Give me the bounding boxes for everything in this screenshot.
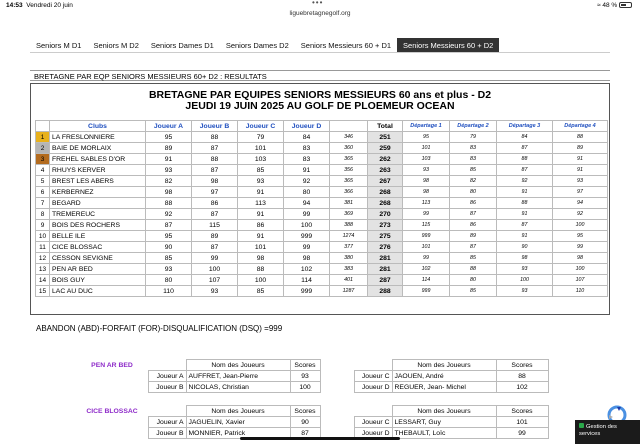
departage-1-cell: 103 bbox=[403, 154, 450, 165]
battery-percent: 48 % bbox=[602, 2, 618, 9]
score-c-cell: 86 bbox=[238, 220, 284, 231]
spacer bbox=[148, 360, 186, 371]
total-cell: 281 bbox=[368, 264, 403, 275]
club-name-cell: BOIS DES ROCHERS bbox=[50, 220, 146, 231]
departage-1-cell: 98 bbox=[403, 176, 450, 187]
score-a-cell: 92 bbox=[146, 209, 192, 220]
departage-2-cell: 85 bbox=[450, 165, 497, 176]
table-row bbox=[36, 242, 608, 253]
score-d-cell: 102 bbox=[284, 264, 330, 275]
departage-1-cell: 113 bbox=[403, 198, 450, 209]
departage-3-cell: 88 bbox=[497, 198, 553, 209]
departage-4-cell: 95 bbox=[553, 231, 608, 242]
table-row bbox=[36, 275, 608, 286]
club-name-cell: BOIS GUY bbox=[50, 275, 146, 286]
departage-2-cell: 87 bbox=[450, 242, 497, 253]
wifi-icon: ≈ bbox=[596, 2, 601, 9]
score-c-cell: 91 bbox=[238, 231, 284, 242]
division-tabs bbox=[30, 38, 499, 52]
departage-4-cell: 91 bbox=[553, 154, 608, 165]
col-sum bbox=[330, 121, 368, 132]
club-name-cell: KERBERNEZ bbox=[50, 187, 146, 198]
results-table bbox=[35, 120, 608, 297]
score-b-cell: 88 bbox=[192, 132, 238, 143]
sum-cell: 366 bbox=[330, 187, 368, 198]
sum-cell: 401 bbox=[330, 275, 368, 286]
score-c-cell: 85 bbox=[238, 286, 284, 297]
player-score: 100 bbox=[290, 382, 320, 393]
rank-cell: 9 bbox=[36, 220, 50, 231]
col-departage-2: Départage 2 bbox=[450, 121, 497, 132]
departage-4-cell: 99 bbox=[553, 242, 608, 253]
score-a-cell: 93 bbox=[146, 264, 192, 275]
player-name: LESSART, Guy bbox=[392, 417, 496, 428]
departage-4-cell: 88 bbox=[553, 132, 608, 143]
player-label: Joueur C bbox=[354, 417, 392, 428]
departage-2-cell: 87 bbox=[450, 209, 497, 220]
club-name-cell: BEGARD bbox=[50, 198, 146, 209]
departage-3-cell: 87 bbox=[497, 143, 553, 154]
departage-1-cell: 101 bbox=[403, 143, 450, 154]
match-club-name: CICE BLOSSAC bbox=[86, 407, 138, 415]
departage-3-cell: 88 bbox=[497, 154, 553, 165]
departage-1-cell: 115 bbox=[403, 220, 450, 231]
score-c-cell: 103 bbox=[238, 154, 284, 165]
player-label: Joueur A bbox=[148, 371, 186, 382]
sum-cell: 356 bbox=[330, 165, 368, 176]
player-score: 101 bbox=[496, 417, 548, 428]
score-c-cell: 88 bbox=[238, 264, 284, 275]
col-joueur-c: Joueur C bbox=[238, 121, 284, 132]
score-a-cell: 90 bbox=[146, 242, 192, 253]
club-name-cell: CICE BLOSSAC bbox=[50, 242, 146, 253]
score-d-cell: 92 bbox=[284, 176, 330, 187]
departage-2-cell: 85 bbox=[450, 253, 497, 264]
total-cell: 268 bbox=[368, 187, 403, 198]
score-b-cell: 99 bbox=[192, 253, 238, 264]
departage-1-cell: 99 bbox=[403, 209, 450, 220]
departage-2-cell: 83 bbox=[450, 143, 497, 154]
departage-2-cell: 88 bbox=[450, 264, 497, 275]
score-d-cell: 83 bbox=[284, 154, 330, 165]
club-name-cell: CESSON SEVIGNE bbox=[50, 253, 146, 264]
score-b-cell: 86 bbox=[192, 198, 238, 209]
club-name-cell: BELLE ILE bbox=[50, 231, 146, 242]
score-b-cell: 115 bbox=[192, 220, 238, 231]
penalty-legend: ABANDON (ABD)-FORFAIT (FOR)-DISQUALIFICATION (DSQ) =999 bbox=[36, 324, 283, 333]
tab-0[interactable]: Seniors M D1 bbox=[36, 41, 82, 50]
departage-2-cell: 83 bbox=[450, 154, 497, 165]
score-d-cell: 91 bbox=[284, 165, 330, 176]
rank-cell: 6 bbox=[36, 187, 50, 198]
rank-cell: 4 bbox=[36, 165, 50, 176]
total-cell: 263 bbox=[368, 165, 403, 176]
results-sheet bbox=[30, 83, 610, 315]
score-c-cell: 101 bbox=[238, 143, 284, 154]
tab-divider bbox=[30, 52, 610, 53]
score-b-cell: 87 bbox=[192, 143, 238, 154]
score-d-cell: 99 bbox=[284, 242, 330, 253]
player-score: 102 bbox=[496, 382, 548, 393]
gestion-services-badge[interactable]: Gestion des services bbox=[575, 420, 640, 444]
score-a-cell: 110 bbox=[146, 286, 192, 297]
departage-2-cell: 79 bbox=[450, 132, 497, 143]
col-pos bbox=[36, 121, 50, 132]
departage-1-cell: 93 bbox=[403, 165, 450, 176]
score-b-cell: 107 bbox=[192, 275, 238, 286]
departage-4-cell: 98 bbox=[553, 253, 608, 264]
player-name: JAOUEN, André bbox=[392, 371, 496, 382]
club-name-cell: LA FRESLONNIERE bbox=[50, 132, 146, 143]
sheet-subtitle: JEUDI 19 JUIN 2025 AU GOLF DE PLOEMEUR OCEAN bbox=[185, 100, 455, 112]
table-row bbox=[36, 209, 608, 220]
departage-1-cell: 99 bbox=[403, 253, 450, 264]
sum-cell: 1287 bbox=[330, 286, 368, 297]
score-d-cell: 999 bbox=[284, 286, 330, 297]
sum-cell: 365 bbox=[330, 176, 368, 187]
departage-4-cell: 94 bbox=[553, 198, 608, 209]
departage-2-cell: 86 bbox=[450, 220, 497, 231]
section-title: BRETAGNE PAR EQP SENIORS MESSIEURS 60+ D2 : RESULTATS bbox=[30, 70, 610, 81]
sum-cell: 380 bbox=[330, 253, 368, 264]
spacer bbox=[76, 417, 148, 428]
club-name-cell: RHUYS KERVER bbox=[50, 165, 146, 176]
total-cell: 273 bbox=[368, 220, 403, 231]
tab-2[interactable]: Seniors Dames D1 bbox=[150, 41, 214, 50]
home-indicator[interactable] bbox=[240, 437, 400, 440]
sum-cell: 383 bbox=[330, 264, 368, 275]
tab-1[interactable]: Seniors M D2 bbox=[93, 41, 139, 50]
player-label: Joueur D bbox=[354, 382, 392, 393]
total-cell: 276 bbox=[368, 242, 403, 253]
score-b-cell: 88 bbox=[192, 154, 238, 165]
match-club-name: PEN AR BED bbox=[91, 361, 133, 369]
player-score: 99 bbox=[496, 428, 548, 439]
table-row bbox=[76, 417, 548, 428]
table-row bbox=[36, 176, 608, 187]
rank-cell: 13 bbox=[36, 264, 50, 275]
col-player-names: Nom des Joueurs bbox=[392, 360, 496, 371]
club-name-cell: FREHEL SABLES D'OR bbox=[50, 154, 146, 165]
score-a-cell: 88 bbox=[146, 198, 192, 209]
match-header-row bbox=[76, 360, 548, 371]
total-cell: 268 bbox=[368, 198, 403, 209]
sheet-title: BRETAGNE PAR EQUIPES SENIORS MESSIEURS 60 ans et plus - D2 bbox=[148, 89, 492, 101]
departage-3-cell: 91 bbox=[497, 187, 553, 198]
departage-2-cell: 80 bbox=[450, 275, 497, 286]
departage-1-cell: 101 bbox=[403, 242, 450, 253]
table-row bbox=[76, 371, 548, 382]
score-c-cell: 100 bbox=[238, 275, 284, 286]
departage-4-cell: 92 bbox=[553, 209, 608, 220]
col-departage-4: Départage 4 bbox=[553, 121, 608, 132]
table-row bbox=[76, 382, 548, 393]
score-a-cell: 85 bbox=[146, 253, 192, 264]
spacer bbox=[354, 360, 392, 371]
departage-1-cell: 114 bbox=[403, 275, 450, 286]
table-row bbox=[36, 143, 608, 154]
departage-3-cell: 90 bbox=[497, 242, 553, 253]
status-time-date: 14:53 Vendredi 20 juin bbox=[6, 2, 73, 9]
departage-4-cell: 93 bbox=[553, 176, 608, 187]
spacer bbox=[354, 406, 392, 417]
col-scores: Scores bbox=[290, 360, 320, 371]
sum-cell: 388 bbox=[330, 220, 368, 231]
table-row bbox=[36, 231, 608, 242]
player-label: Joueur A bbox=[148, 417, 186, 428]
player-name: THEBAULT, Loïc bbox=[392, 428, 496, 439]
player-score: 88 bbox=[496, 371, 548, 382]
player-name: AUFFRET, Jean-Pierre bbox=[186, 371, 290, 382]
spacer bbox=[320, 417, 354, 428]
departage-4-cell: 110 bbox=[553, 286, 608, 297]
col-joueur-a: Joueur A bbox=[146, 121, 192, 132]
col-total: Total bbox=[368, 121, 403, 132]
departage-1-cell: 102 bbox=[403, 264, 450, 275]
status-bar bbox=[0, 0, 640, 10]
sum-cell: 377 bbox=[330, 242, 368, 253]
sum-cell: 1274 bbox=[330, 231, 368, 242]
player-name: REGUER, Jean- Michel bbox=[392, 382, 496, 393]
rank-cell: 11 bbox=[36, 242, 50, 253]
departage-3-cell: 98 bbox=[497, 253, 553, 264]
battery-icon bbox=[619, 2, 632, 8]
col-player-names: Nom des Joueurs bbox=[392, 406, 496, 417]
player-score: 93 bbox=[290, 371, 320, 382]
player-name: JAGUELIN, Xavier bbox=[186, 417, 290, 428]
score-c-cell: 93 bbox=[238, 176, 284, 187]
col-player-names: Nom des Joueurs bbox=[186, 360, 290, 371]
departage-4-cell: 100 bbox=[553, 220, 608, 231]
player-label: Joueur B bbox=[148, 428, 186, 439]
score-b-cell: 87 bbox=[192, 209, 238, 220]
sum-cell: 360 bbox=[330, 143, 368, 154]
spacer bbox=[76, 428, 148, 439]
score-d-cell: 999 bbox=[284, 231, 330, 242]
score-b-cell: 87 bbox=[192, 242, 238, 253]
url-bar[interactable]: liguebretagnegolf.org bbox=[289, 10, 351, 17]
departage-2-cell: 85 bbox=[450, 286, 497, 297]
score-b-cell: 87 bbox=[192, 165, 238, 176]
departage-3-cell: 91 bbox=[497, 231, 553, 242]
total-cell: 270 bbox=[368, 209, 403, 220]
score-d-cell: 80 bbox=[284, 187, 330, 198]
match-table-pen-ar-bed bbox=[76, 359, 549, 393]
tab-5[interactable]: Seniors Messieurs 60 + D2 bbox=[397, 38, 499, 52]
score-b-cell: 100 bbox=[192, 264, 238, 275]
spacer bbox=[76, 382, 148, 393]
player-name: MONNIER, Patrick bbox=[186, 428, 290, 439]
score-a-cell: 95 bbox=[146, 132, 192, 143]
departage-1-cell: 98 bbox=[403, 187, 450, 198]
status-right bbox=[597, 2, 632, 9]
score-b-cell: 98 bbox=[192, 176, 238, 187]
score-c-cell: 101 bbox=[238, 242, 284, 253]
total-cell: 262 bbox=[368, 154, 403, 165]
col-scores: Scores bbox=[290, 406, 320, 417]
score-c-cell: 79 bbox=[238, 132, 284, 143]
rank-cell: 8 bbox=[36, 209, 50, 220]
departage-4-cell: 91 bbox=[553, 165, 608, 176]
table-row bbox=[36, 264, 608, 275]
table-row bbox=[36, 286, 608, 297]
sum-cell: 381 bbox=[330, 198, 368, 209]
score-d-cell: 99 bbox=[284, 209, 330, 220]
rank-cell: 2 bbox=[36, 143, 50, 154]
sum-cell: 369 bbox=[330, 209, 368, 220]
departage-1-cell: 95 bbox=[403, 132, 450, 143]
rank-cell: 15 bbox=[36, 286, 50, 297]
col-joueur-b: Joueur B bbox=[192, 121, 238, 132]
total-cell: 275 bbox=[368, 231, 403, 242]
rank-cell: 14 bbox=[36, 275, 50, 286]
departage-3-cell: 87 bbox=[497, 165, 553, 176]
rank-cell: 5 bbox=[36, 176, 50, 187]
rank-cell: 7 bbox=[36, 198, 50, 209]
total-cell: 251 bbox=[368, 132, 403, 143]
score-a-cell: 95 bbox=[146, 231, 192, 242]
score-c-cell: 113 bbox=[238, 198, 284, 209]
col-player-names: Nom des Joueurs bbox=[186, 406, 290, 417]
more-dots-icon[interactable]: ••• bbox=[312, 0, 324, 7]
table-row bbox=[36, 132, 608, 143]
rank-cell: 1 bbox=[36, 132, 50, 143]
departage-4-cell: 100 bbox=[553, 264, 608, 275]
score-b-cell: 97 bbox=[192, 187, 238, 198]
table-row bbox=[36, 253, 608, 264]
sum-cell: 365 bbox=[330, 154, 368, 165]
departage-3-cell: 91 bbox=[497, 209, 553, 220]
departage-4-cell: 97 bbox=[553, 187, 608, 198]
player-score: 90 bbox=[290, 417, 320, 428]
score-c-cell: 91 bbox=[238, 209, 284, 220]
club-name-cell: BREST LES ABERS bbox=[50, 176, 146, 187]
results-header-row bbox=[36, 121, 608, 132]
score-d-cell: 83 bbox=[284, 143, 330, 154]
player-score: 87 bbox=[290, 428, 320, 439]
sum-cell: 346 bbox=[330, 132, 368, 143]
table-row bbox=[36, 187, 608, 198]
col-scores: Scores bbox=[496, 360, 548, 371]
rank-cell: 12 bbox=[36, 253, 50, 264]
score-a-cell: 93 bbox=[146, 165, 192, 176]
departage-2-cell: 86 bbox=[450, 198, 497, 209]
spacer bbox=[148, 406, 186, 417]
departage-1-cell: 999 bbox=[403, 286, 450, 297]
table-row bbox=[36, 165, 608, 176]
departage-1-cell: 999 bbox=[403, 231, 450, 242]
score-a-cell: 87 bbox=[146, 220, 192, 231]
tab-3[interactable]: Seniors Dames D2 bbox=[225, 41, 289, 50]
score-c-cell: 85 bbox=[238, 165, 284, 176]
score-d-cell: 98 bbox=[284, 253, 330, 264]
table-row bbox=[36, 198, 608, 209]
score-a-cell: 98 bbox=[146, 187, 192, 198]
departage-2-cell: 80 bbox=[450, 187, 497, 198]
table-row bbox=[36, 220, 608, 231]
col-departage-1: Départage 1 bbox=[403, 121, 450, 132]
total-cell: 281 bbox=[368, 253, 403, 264]
spacer bbox=[320, 382, 354, 393]
match-header-row bbox=[76, 406, 548, 417]
departage-3-cell: 93 bbox=[497, 264, 553, 275]
score-d-cell: 94 bbox=[284, 198, 330, 209]
departage-4-cell: 107 bbox=[553, 275, 608, 286]
score-a-cell: 91 bbox=[146, 154, 192, 165]
score-a-cell: 89 bbox=[146, 143, 192, 154]
spacer bbox=[76, 371, 148, 382]
score-c-cell: 98 bbox=[238, 253, 284, 264]
player-name: NICOLAS, Christian bbox=[186, 382, 290, 393]
total-cell: 288 bbox=[368, 286, 403, 297]
departage-3-cell: 84 bbox=[497, 132, 553, 143]
departage-2-cell: 89 bbox=[450, 231, 497, 242]
col-scores: Scores bbox=[496, 406, 548, 417]
departage-3-cell: 87 bbox=[497, 220, 553, 231]
score-c-cell: 91 bbox=[238, 187, 284, 198]
departage-4-cell: 89 bbox=[553, 143, 608, 154]
spacer bbox=[320, 406, 354, 417]
departage-2-cell: 82 bbox=[450, 176, 497, 187]
tab-4[interactable]: Seniors Messieurs 60 + D1 bbox=[300, 41, 392, 50]
departage-3-cell: 100 bbox=[497, 275, 553, 286]
player-label: Joueur D bbox=[354, 428, 392, 439]
table-row bbox=[36, 154, 608, 165]
total-cell: 259 bbox=[368, 143, 403, 154]
score-b-cell: 93 bbox=[192, 286, 238, 297]
player-label: Joueur C bbox=[354, 371, 392, 382]
score-d-cell: 114 bbox=[284, 275, 330, 286]
club-name-cell: PEN AR BED bbox=[50, 264, 146, 275]
col-joueur-d: Joueur D bbox=[284, 121, 330, 132]
club-name-cell: BAIE DE MORLAIX bbox=[50, 143, 146, 154]
rank-cell: 3 bbox=[36, 154, 50, 165]
player-label: Joueur B bbox=[148, 382, 186, 393]
score-a-cell: 82 bbox=[146, 176, 192, 187]
departage-3-cell: 93 bbox=[497, 286, 553, 297]
rank-cell: 10 bbox=[36, 231, 50, 242]
badge-status-icon bbox=[579, 423, 584, 428]
total-cell: 287 bbox=[368, 275, 403, 286]
match-table-cice-blossac bbox=[76, 405, 549, 439]
col-clubs: Clubs bbox=[50, 121, 146, 132]
spacer bbox=[320, 360, 354, 371]
club-name-cell: TREMEREUC bbox=[50, 209, 146, 220]
spacer bbox=[320, 371, 354, 382]
score-d-cell: 84 bbox=[284, 132, 330, 143]
score-d-cell: 100 bbox=[284, 220, 330, 231]
club-name-cell: LAC AU DUC bbox=[50, 286, 146, 297]
score-b-cell: 89 bbox=[192, 231, 238, 242]
departage-3-cell: 92 bbox=[497, 176, 553, 187]
score-a-cell: 80 bbox=[146, 275, 192, 286]
col-departage-3: Départage 3 bbox=[497, 121, 553, 132]
total-cell: 267 bbox=[368, 176, 403, 187]
